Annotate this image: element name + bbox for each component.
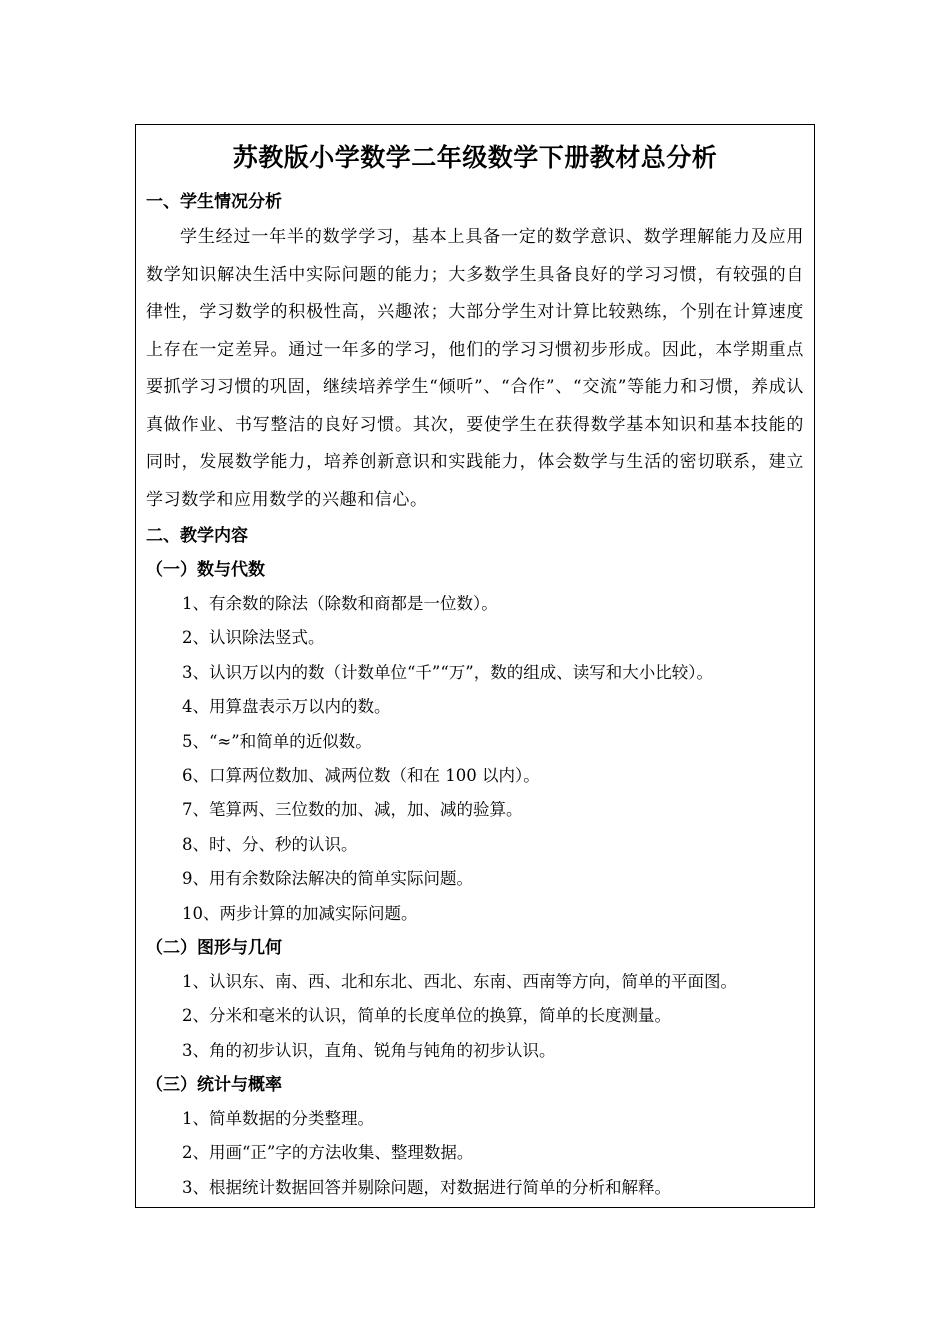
document-frame (135, 124, 815, 1208)
subheading-numbers-algebra: （一）数与代数 (146, 560, 265, 580)
list-item: 10、两步计算的加减实际问题。 (182, 903, 418, 923)
list-item: 6、口算两位数加、减两位数（和在 100 以内）。 (182, 765, 540, 785)
list-item: 9、用有余数除法解决的简单实际问题。 (182, 869, 473, 889)
student-analysis-paragraph: 学生经过一年半的数学学习，基本上具备一定的数学意识、数学理解能力及应用数学知识解决生活中实际问题的能力；大多数学生具备良好的学习习惯，有较强的自律性，学习数学的积极性高，兴趣浓；大部分学生对计算比较熟练，个别在计算速度上存在一定差异。通过一年多的学习，他们的学习习惯初步形成。因此，本学期重点要抓学习习惯的巩固，继续培养学生“倾听”、“合作”、“交流”等能力和习惯，养成认真做作业、书写整洁的良好习惯。其次，要使学生在获得数学基本知识和基本技能的同时，发展数学能力，培养创新意识和实践能力，体会数学与生活的密切联系，建立学习数学和应用数学的兴趣和信心。 (146, 227, 804, 510)
subheading-geometry: （二）图形与几何 (146, 937, 282, 958)
section-heading-teaching-content: 二、教学内容 (146, 526, 248, 546)
list-item: 2、认识除法竖式。 (182, 628, 325, 648)
list-item: 1、简单数据的分类整理。 (182, 1109, 374, 1129)
document-title: 苏教版小学数学二年级数学下册教材总分析 (232, 143, 718, 172)
list-item: 1、认识东、南、西、北和东北、西北、东南、西南等方向，简单的平面图。 (182, 971, 737, 991)
list-item: 4、用算盘表示万以内的数。 (182, 697, 391, 717)
list-item: 1、有余数的除法（除数和商都是一位数）。 (182, 594, 498, 613)
list-item: 3、根据统计数据回答并剔除问题，对数据进行简单的分析和解释。 (182, 1177, 671, 1197)
list-item: 8、时、分、秒的认识。 (182, 834, 358, 854)
subheading-statistics-probability: （三）统计与概率 (146, 1075, 282, 1096)
list-item: 5、“≈”和简单的近似数。 (182, 731, 372, 751)
list-item: 2、用画“正”字的方法收集、整理数据。 (182, 1143, 474, 1163)
list-item: 3、认识万以内的数（计数单位“千”“万”，数的组成、读写和大小比较）。 (182, 662, 713, 682)
section-heading-student-analysis: 一、学生情况分析 (146, 192, 282, 212)
list-item: 2、分米和毫米的认识，简单的长度单位的换算，简单的长度测量。 (182, 1006, 671, 1026)
list-item: 7、笔算两、三位数的加、减，加、减的验算。 (182, 800, 523, 820)
list-item: 3、角的初步认识，直角、锐角与钝角的初步认识。 (182, 1040, 556, 1060)
